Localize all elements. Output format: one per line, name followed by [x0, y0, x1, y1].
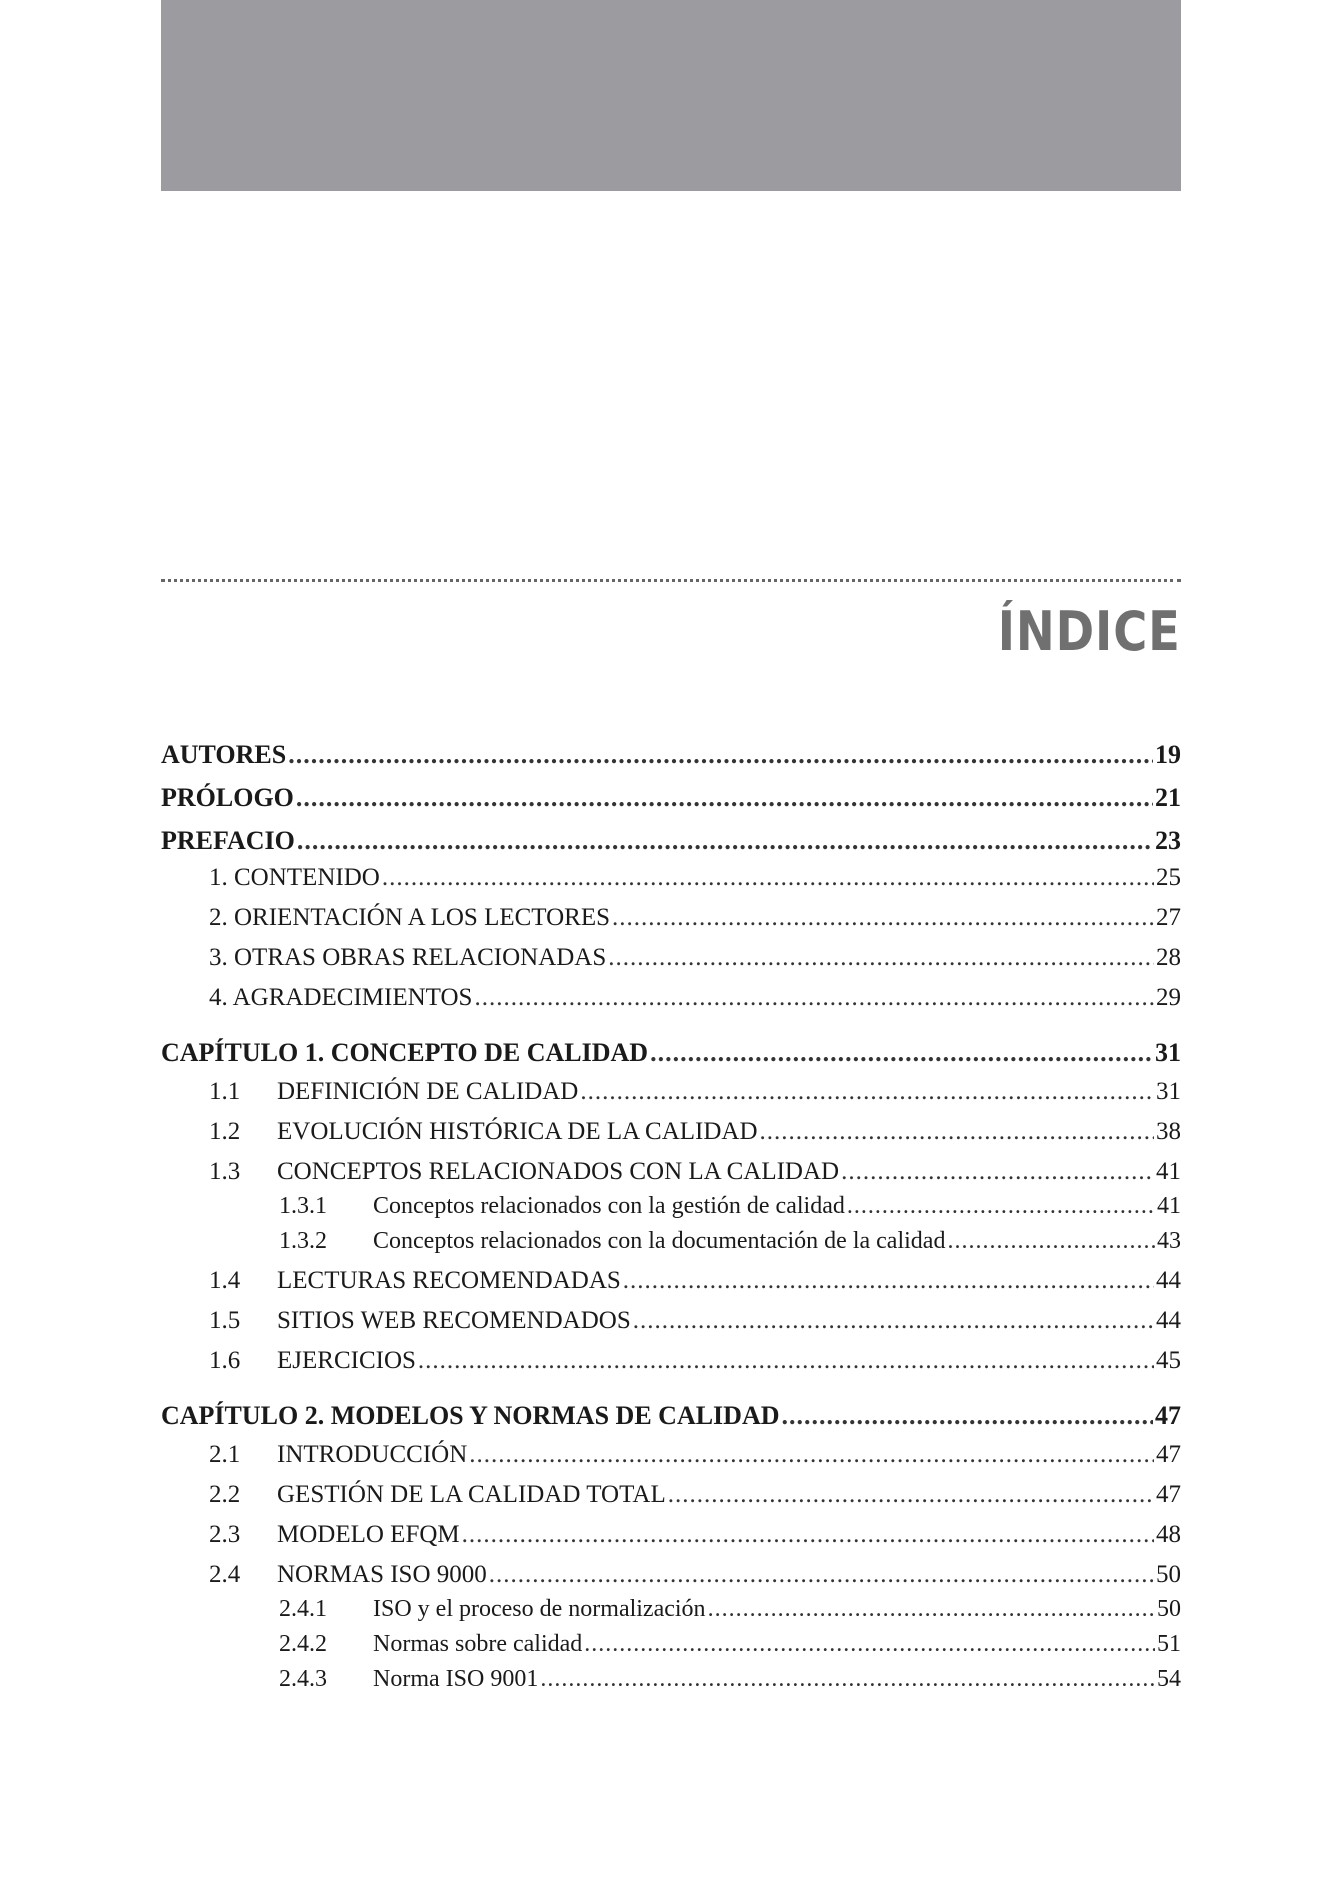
toc-entry-page: 21 [1155, 783, 1181, 812]
toc-entry[interactable] [161, 864, 1181, 904]
toc-entry-number: 2.4 [209, 1561, 241, 1588]
toc-entry-label: MODELO EFQM [277, 1521, 460, 1548]
leader-dots [633, 1307, 1154, 1335]
toc-entry-page: 41 [1156, 1158, 1181, 1185]
toc-entry-number: 2.3 [209, 1521, 241, 1548]
toc-entry-page: 51 [1157, 1631, 1181, 1657]
toc-entry-page: 23 [1155, 826, 1181, 855]
toc-entry-page: 29 [1156, 984, 1181, 1011]
toc-entry-label: CAPÍTULO 2. MODELOS Y NORMAS DE CALIDAD [161, 1401, 780, 1430]
toc-entry-autores[interactable] [161, 740, 1181, 783]
toc-entry[interactable] [161, 1307, 1181, 1347]
toc-entry-page: 41 [1157, 1193, 1181, 1219]
toc-entry-label: PRÓLOGO [161, 783, 294, 812]
toc-entry-number: 1.6 [209, 1347, 241, 1374]
leader-dots [708, 1596, 1155, 1623]
leader-dots [489, 1561, 1154, 1589]
toc-entry-label: Normas sobre calidad [373, 1631, 583, 1657]
toc-entry-label: 3. OTRAS OBRAS RELACIONADAS [209, 944, 607, 971]
toc-entry[interactable] [161, 1666, 1181, 1701]
toc-entry-page: 27 [1156, 904, 1181, 931]
spacer [161, 1024, 1181, 1038]
leader-dots [841, 1158, 1154, 1186]
toc-entry[interactable] [161, 1521, 1181, 1561]
page-title: ÍNDICE [998, 600, 1181, 663]
toc-entry-page: 47 [1156, 1481, 1181, 1508]
leader-dots [297, 826, 1153, 856]
toc-entry[interactable] [161, 1441, 1181, 1481]
toc-entry-number: 2.4.1 [279, 1596, 327, 1622]
toc-entry-label: 4. AGRADECIMIENTOS [209, 984, 473, 1011]
toc-entry-number: 2.4.3 [279, 1666, 327, 1692]
leader-dots [462, 1521, 1154, 1549]
toc-entry[interactable] [161, 1481, 1181, 1521]
toc-entry-label: PREFACIO [161, 826, 295, 855]
table-of-contents [161, 740, 1181, 1701]
toc-entry-number: 2.4.2 [279, 1631, 327, 1657]
toc-entry[interactable] [161, 1158, 1181, 1193]
toc-entry-number: 2.2 [209, 1481, 241, 1508]
toc-entry-page: 45 [1156, 1347, 1181, 1374]
leader-dots [612, 904, 1154, 932]
leader-dots [296, 783, 1153, 813]
leader-dots [580, 1078, 1154, 1106]
toc-entry-label: 1. CONTENIDO [209, 864, 380, 891]
toc-entry[interactable] [161, 984, 1181, 1024]
toc-entry[interactable] [161, 1347, 1181, 1387]
toc-entry-label: ISO y el proceso de normalización [373, 1596, 706, 1622]
toc-entry-label: NORMAS ISO 9000 [277, 1561, 487, 1588]
toc-entry-number: 1.3.1 [279, 1193, 327, 1219]
toc-entry-page: 44 [1156, 1307, 1181, 1334]
toc-entry-label: CAPÍTULO 1. CONCEPTO DE CALIDAD [161, 1038, 649, 1067]
toc-entry[interactable] [161, 1267, 1181, 1307]
toc-entry-number: 2.1 [209, 1441, 241, 1468]
toc-entry-page: 19 [1155, 740, 1181, 769]
leader-dots [650, 1038, 1153, 1068]
leader-dots [540, 1666, 1155, 1693]
toc-entry[interactable] [161, 1631, 1181, 1666]
toc-entry-page: 54 [1157, 1666, 1181, 1692]
spacer [161, 1387, 1181, 1401]
leader-dots [760, 1118, 1154, 1146]
toc-entry-number: 1.3 [209, 1158, 241, 1185]
toc-entry[interactable] [161, 944, 1181, 984]
toc-entry-number: 1.2 [209, 1118, 241, 1145]
toc-entry-label: EVOLUCIÓN HISTÓRICA DE LA CALIDAD [277, 1118, 758, 1145]
header-band [161, 0, 1181, 191]
toc-entry-label: AUTORES [161, 740, 287, 769]
toc-entry-number: 1.1 [209, 1078, 241, 1105]
toc-entry-chapter-1[interactable] [161, 1038, 1181, 1078]
toc-entry[interactable] [161, 1078, 1181, 1118]
leader-dots [782, 1401, 1153, 1431]
toc-entry[interactable] [161, 1596, 1181, 1631]
toc-entry-page: 38 [1156, 1118, 1181, 1145]
toc-entry[interactable] [161, 1118, 1181, 1158]
toc-entry-label: EJERCICIOS [277, 1347, 416, 1374]
leader-dots [847, 1193, 1155, 1220]
toc-entry-label: Conceptos relacionados con la gestión de calidad [373, 1193, 845, 1219]
toc-entry-page: 31 [1155, 1038, 1181, 1067]
toc-entry-page: 25 [1156, 864, 1181, 891]
toc-entry-page: 44 [1156, 1267, 1181, 1294]
leader-dots [947, 1228, 1155, 1255]
leader-dots [608, 944, 1154, 972]
toc-entry[interactable] [161, 1228, 1181, 1267]
toc-entry-chapter-2[interactable] [161, 1401, 1181, 1441]
toc-entry-label: Norma ISO 9001 [373, 1666, 539, 1692]
toc-entry[interactable] [161, 1193, 1181, 1228]
toc-entry-label: GESTIÓN DE LA CALIDAD TOTAL [277, 1481, 666, 1508]
toc-entry-number: 1.3.2 [279, 1228, 327, 1254]
leader-dots [382, 864, 1154, 892]
toc-entry-number: 1.5 [209, 1307, 241, 1334]
toc-entry[interactable] [161, 1561, 1181, 1596]
toc-entry-prefacio[interactable] [161, 826, 1181, 864]
leader-dots [469, 1441, 1154, 1469]
toc-entry-label: CONCEPTOS RELACIONADOS CON LA CALIDAD [277, 1158, 840, 1185]
toc-entry[interactable] [161, 904, 1181, 944]
toc-entry-label: DEFINICIÓN DE CALIDAD [277, 1078, 579, 1105]
leader-dots [288, 740, 1153, 770]
toc-entry-label: LECTURAS RECOMENDADAS [277, 1267, 621, 1294]
toc-entry-page: 50 [1157, 1596, 1181, 1622]
toc-entry-page: 43 [1157, 1228, 1181, 1254]
leader-dots [668, 1481, 1154, 1509]
dotted-rule [161, 579, 1181, 582]
toc-entry-page: 31 [1156, 1078, 1181, 1105]
toc-entry-prologo[interactable] [161, 783, 1181, 826]
toc-entry-label: Conceptos relacionados con la documentación de la calidad [373, 1228, 946, 1254]
toc-entry-page: 28 [1156, 944, 1181, 971]
toc-entry-number: 1.4 [209, 1267, 241, 1294]
leader-dots [584, 1631, 1155, 1658]
toc-entry-label: 2. ORIENTACIÓN A LOS LECTORES [209, 904, 611, 931]
leader-dots [474, 984, 1154, 1012]
toc-entry-page: 47 [1156, 1441, 1181, 1468]
leader-dots [623, 1267, 1154, 1295]
toc-entry-page: 48 [1156, 1521, 1181, 1548]
toc-entry-page: 47 [1155, 1401, 1181, 1430]
toc-entry-label: SITIOS WEB RECOMENDADOS [277, 1307, 631, 1334]
leader-dots [418, 1347, 1154, 1375]
toc-entry-label: INTRODUCCIÓN [277, 1441, 468, 1468]
toc-entry-page: 50 [1156, 1561, 1181, 1588]
